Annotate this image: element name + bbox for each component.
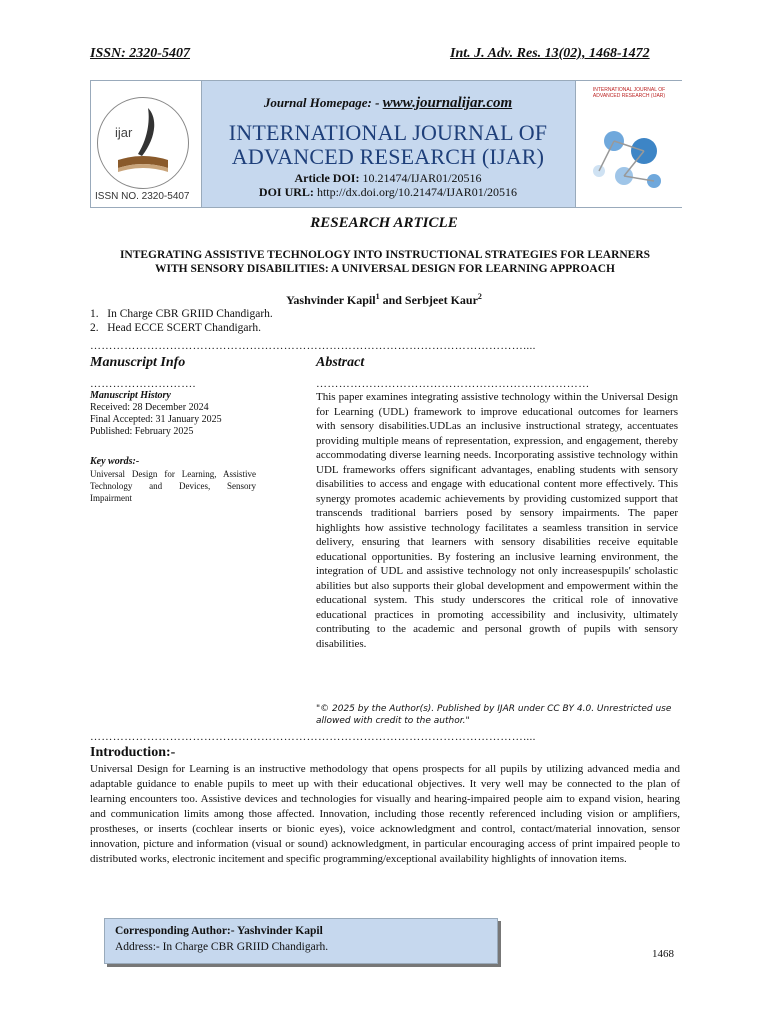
journal-name-line1: INTERNATIONAL JOURNAL OF — [228, 120, 548, 145]
logo-circle — [97, 97, 189, 189]
manuscript-history — [90, 390, 290, 438]
accepted-date: Final Accepted: 31 January 2025 — [90, 414, 222, 425]
manuscript-info-heading: Manuscript Info — [90, 355, 186, 370]
homepage-label: Journal Homepage: - — [263, 95, 380, 110]
introduction-heading: Introduction:- — [90, 745, 176, 760]
journal-banner — [90, 80, 682, 208]
title-line2: WITH SENSORY DISABILITIES: A UNIVERSAL DESIGN FOR LEARNING APPROACH — [155, 263, 615, 275]
affiliation-1-text: In Charge CBR GRIID Chandigarh. — [107, 308, 273, 320]
author-1-sup: 1 — [375, 292, 380, 301]
affiliation-1 — [90, 308, 273, 320]
divider-bottom: …………………………………………………………………………………………………….... — [90, 733, 536, 741]
author-2-sup: 2 — [477, 292, 482, 301]
journal-logo — [91, 81, 202, 207]
divider-top: …………………………………………………………………………………………………….... — [90, 342, 536, 350]
received-date: Received: 28 December 2024 — [90, 402, 209, 413]
keywords-label: Key words:- — [90, 456, 140, 467]
copyright-notice: "© 2025 by the Author(s). Published by IJAR under CC BY 4.0. Unrestricted use allowed with credit to the author." — [316, 704, 672, 726]
doi-block — [201, 171, 575, 199]
corresponding-author-box — [104, 918, 498, 964]
corresponding-address: Address:- In Charge CBR GRIID Chandigarh. — [115, 941, 329, 953]
citation-header: Int. J. Adv. Res. 13(02), 1468-1472 — [450, 46, 650, 61]
homepage-link[interactable]: www.journalijar.com — [382, 95, 513, 111]
affiliation-2-text: Head ECCE SCERT Chandigarh. — [107, 322, 261, 334]
article-doi-label: Article DOI: — [294, 171, 360, 185]
divider-right: ……………………………………………………………… — [316, 380, 590, 388]
journal-name-line2: ADVANCED RESEARCH (IJAR) — [231, 144, 545, 169]
issn-header: ISSN: 2320-5407 — [90, 46, 190, 61]
logo-issn: ISSN NO. 2320-5407 — [95, 191, 190, 202]
keywords: Universal Design for Learning, Assistive Technology and Devices, Sensory Impairment — [90, 469, 256, 503]
author-2: Serbjeet Kaur — [404, 293, 478, 307]
article-type: RESEARCH ARTICLE — [310, 215, 458, 231]
introduction-text: Universal Design for Learning is an instructive methodology that opens prospects for all pupils by utilizing advanced media and adaptable guidance to enable pupils to meet up with their educational objectives. It very well may be connected to the plan of learning encounters too. Assistive devices and technologies for visually and hearing-impaired people aim to expand vision, hearing and communication limits among those affected. Innovation, including those recently referenced including vision or amplifiers, prostheses, or inserts (cochlear inserts or bionic eyes), voice acknowledgment and control, contact/material innovation, sensor innovation, picture and information (visual or sound) acknowledgment, in particular encouraging access of print impaired people to distributed works, electronic incitement and specific programming/exceptional availability highlights of innovation items. — [90, 763, 680, 865]
logo-text: ijar — [115, 125, 133, 140]
affiliation-2 — [90, 322, 261, 334]
title-line1: INTEGRATING ASSISTIVE TECHNOLOGY INTO INSTRUCTIONAL STRATEGIES FOR LEARNERS — [119, 249, 651, 261]
molecule-graphic-icon — [584, 111, 674, 201]
page-number: 1468 — [652, 948, 674, 960]
history-label: Manuscript History — [90, 390, 171, 401]
article-doi-value: 10.21474/IJAR01/20516 — [362, 171, 482, 185]
quill-book-icon — [98, 98, 188, 188]
published-date: Published: February 2025 — [90, 426, 194, 437]
doi-url-label: DOI URL: — [258, 185, 314, 199]
affiliation-1-num: 1. — [90, 308, 99, 320]
abstract-heading: Abstract — [316, 355, 365, 370]
journal-homepage — [201, 95, 575, 112]
article-title — [90, 248, 680, 276]
author-joiner: and — [379, 293, 405, 307]
authors — [0, 292, 768, 308]
journal-cover-thumbnail — [575, 81, 682, 207]
cover-title: INTERNATIONAL JOURNAL OF ADVANCED RESEARCH (IJAR) — [592, 87, 666, 99]
abstract-text: This paper examines integrating assistive technology within the Universal Design for Learning (UDL) framework to improve educational outcomes for learners with sensory disabilities.UDLas an inclusive instructional strategy, accentuates providing multiple means of representation, expression, and engagement, thereby accommodating diverse learning needs. Incorporating assistive technology within UDL frameworks offers significant advantages, enabling students with sensory disabilities to access and engage with educational content more effectively. This synergy promotes academic achievements by providing customized support that transcends traditional barriers posed by sensory impairments. The paper highlights how assistive technology facilitates a seamless transition in service delivery, ensuring that learners with sensory disabilities receive equitable educational opportunities. By fostering an inclusive learning environment, the integration of UDL and assistive technology not only increasespupils' scholastic abilities but also supports their global development and empowerment within the educational system. This study underscores the critical role of innovative educational practices in promoting accessibility and inclusivity, ultimately contributing to the academic and personal growth of pupils with sensory disabilities. — [316, 391, 678, 650]
affiliation-2-num: 2. — [90, 322, 99, 334]
journal-name — [201, 121, 575, 169]
divider-left: ………………………. — [90, 380, 196, 388]
corresponding-author: Corresponding Author:- Yashvinder Kapil — [115, 925, 323, 937]
doi-url-link[interactable]: http://dx.doi.org/10.21474/IJAR01/20516 — [316, 185, 518, 199]
author-1: Yashvinder Kapil — [286, 293, 376, 307]
